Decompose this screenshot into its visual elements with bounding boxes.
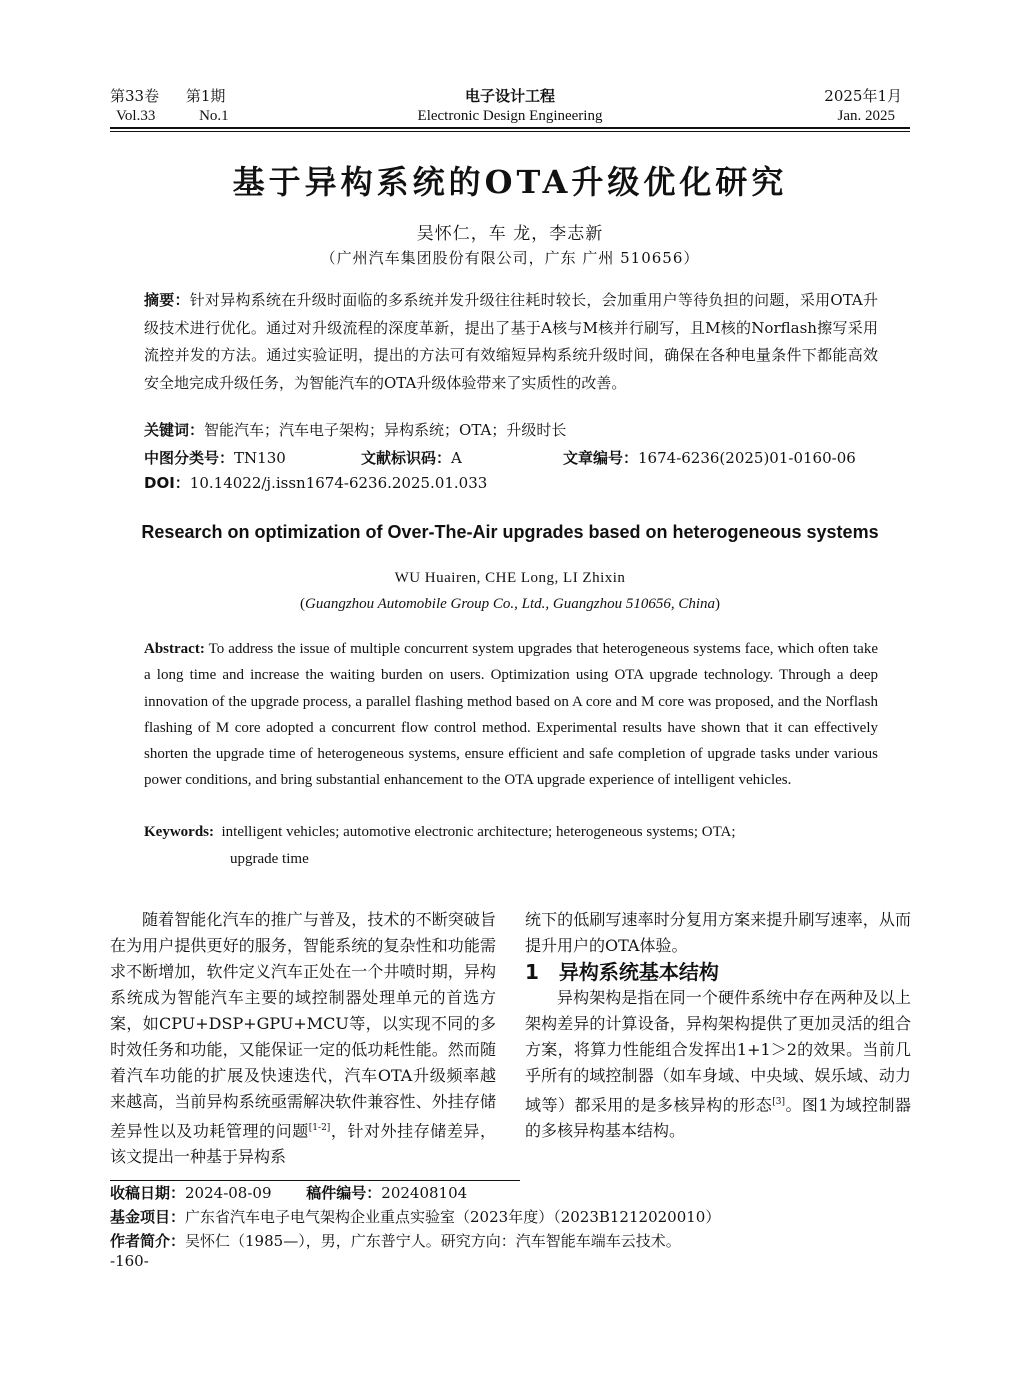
issue-date-en: Jan. 2025 — [837, 108, 895, 124]
document-code-label: 文献标识码： — [361, 449, 452, 467]
fund-project — [110, 1205, 720, 1229]
header-rule-thin — [110, 131, 910, 132]
english-title: Research on optimization of Over-The-Air upgrades based on heterogeneous systems — [141, 522, 879, 542]
issue-date-zh: 2025年1月 — [824, 87, 902, 105]
clc-number — [144, 448, 286, 468]
affiliation: （广州汽车集团股份有限公司，广东 广州 510656） — [320, 249, 700, 267]
author-bio — [110, 1229, 681, 1253]
english-affiliation-text: Guangzhou Automobile Group Co., Ltd., Guangzhou 510656, China — [304, 596, 716, 612]
section1-text: 异构架构是指在同一个硬件系统中存在两种及以上架构差异的计算设备，异构架构提供了更加灵活的组合方案，将算力性能组合发挥出1+1＞2的效果。当前几乎所有的域控制器（如车身域、中央域、娱乐域、动力域等）都采用的是多核异构的形态 — [525, 988, 911, 1115]
english-affiliation: (Guangzhou Automobile Group Co., Ltd., Guangzhou 510656, China) — [299, 596, 721, 612]
journal-title-zh: 电子设计工程 — [464, 87, 555, 105]
citation-3: [3] — [772, 1097, 785, 1107]
article-number-label: 文章编号： — [563, 449, 639, 467]
body-left-column — [110, 907, 496, 1170]
english-authors: WU Huairen, CHE Long, LI Zhixin — [394, 570, 626, 586]
doi-label: DOI： — [144, 474, 190, 492]
received-value: 2024-08-09 — [185, 1184, 272, 1202]
manuscript-value: 202408104 — [381, 1184, 468, 1202]
manuscript-label: 稿件编号： — [306, 1184, 382, 1202]
article-number-value: 1674-6236(2025)01-0160-06 — [638, 449, 856, 467]
body-paragraph-intro — [110, 907, 496, 1170]
paper-title: 基于异构系统的OTA升级优化研究 — [232, 163, 788, 201]
keywords-zh — [144, 417, 878, 445]
body-paragraph-section1 — [525, 985, 911, 1144]
abstract-zh-label: 摘要： — [144, 291, 190, 309]
issue-zh: 第1期 — [185, 87, 226, 105]
page-number: -160- — [110, 1252, 149, 1270]
abstract-zh — [144, 287, 878, 397]
authors: 吴怀仁，车 龙，李志新 — [416, 224, 604, 244]
doi-value: 10.14022/j.issn1674-6236.2025.01.033 — [189, 474, 488, 492]
bio-value: 吴怀仁（1985—），男，广东普宁人。研究方向：汽车智能车端车云技术。 — [185, 1232, 681, 1250]
volume-en: Vol.33 — [116, 108, 156, 124]
intro-text-tail: ，针对外挂存储差异，该文提出一种基于异构系 — [110, 1121, 496, 1167]
english-keywords-line2: upgrade time — [230, 851, 309, 867]
fund-label: 基金项目： — [110, 1208, 186, 1226]
journal-title-en: Electronic Design Engineering — [417, 108, 603, 124]
body-paragraph-continued: 统下的低刷写速率时分复用方案来提升刷写速率，从而提升用户的OTA体验。 — [525, 910, 911, 955]
doi — [144, 473, 487, 493]
keywords-zh-text: 智能汽车；汽车电子架构；异构系统；OTA；升级时长 — [204, 421, 567, 439]
volume-zh: 第33卷 — [110, 87, 160, 105]
english-abstract-text: To address the issue of multiple concurrent system upgrades that heterogeneous systems face, which often take a long time and increase the waiting burden on users. Optimization using OTA upgrade technology. Through a deep innovation of the upgrade process, a parallel flashing method based on A core and M core was proposed, and the Norflash flashing of M core adopted a concurrent flow control method. Experimental results have shown that it can effectively shorten the upgrade time of heterogeneous systems, ensure efficient and safe completion of upgrade tasks under various power conditions, and bring substantial enhancement to the OTA upgrade experience of intelligent vehicles. — [144, 641, 878, 789]
bio-label: 作者简介： — [110, 1232, 186, 1250]
citation-1-2: [1-2] — [308, 1123, 331, 1133]
english-keywords-label: Keywords: — [144, 824, 214, 840]
clc-label: 中图分类号： — [144, 449, 235, 467]
section1-text-tail: 。图1为域控制器的多核异构基本结构。 — [525, 1095, 911, 1141]
clc-value: TN130 — [234, 449, 286, 467]
article-number — [563, 448, 856, 468]
english-abstract-label: Abstract: — [144, 641, 205, 657]
section-1-heading: 1 异构系统基本结构 — [525, 960, 719, 984]
received-label: 收稿日期： — [110, 1184, 186, 1202]
abstract-zh-text: 针对异构系统在升级时面临的多系统并发升级往往耗时较长，会加重用户等待负担的问题，采用OTA升级技术进行优化。通过对升级流程的深度革新，提出了基于A核与M核并行刷写，且M核的Norflash擦写采用流控并发的方法。通过实验证明，提出的方法可有效缩短异构系统升级时间，确保在各种电量条件下都能高效安全地完成升级任务，为智能汽车的OTA升级体验带来了实质性的改善。 — [144, 291, 878, 392]
english-abstract — [144, 636, 878, 794]
document-code-value: A — [451, 449, 462, 467]
document-code — [361, 448, 462, 468]
body-right-column — [525, 907, 911, 1144]
header-rule-thick — [110, 127, 910, 129]
intro-text: 随着智能化汽车的推广与普及，技术的不断突破旨在为用户提供更好的服务，智能系统的复杂性和功能需求不断增加，软件定义汽车正处在一个井喷时期，异构系统成为智能汽车主要的域控制器处理单元的首选方案，如CPU+DSP+GPU+MCU等，以实现不同的多时效任务和功能，又能保证一定的低功耗性能。然而随着汽车功能的扩展及快速迭代，汽车OTA升级频率越来越高，当前异构系统亟需解决软件兼容性、外挂存储差异性以及功耗管理的问题 — [110, 910, 496, 1141]
english-keywords-line1: intelligent vehicles; automotive electronic architecture; heterogeneous systems; OTA; — [221, 824, 736, 840]
english-keywords — [144, 819, 878, 873]
received-date — [110, 1181, 467, 1205]
issue-en: No.1 — [199, 108, 229, 124]
keywords-zh-label: 关键词： — [144, 421, 205, 439]
fund-value: 广东省汽车电子电气架构企业重点实验室（2023年度）（2023B1212020010） — [185, 1208, 721, 1226]
